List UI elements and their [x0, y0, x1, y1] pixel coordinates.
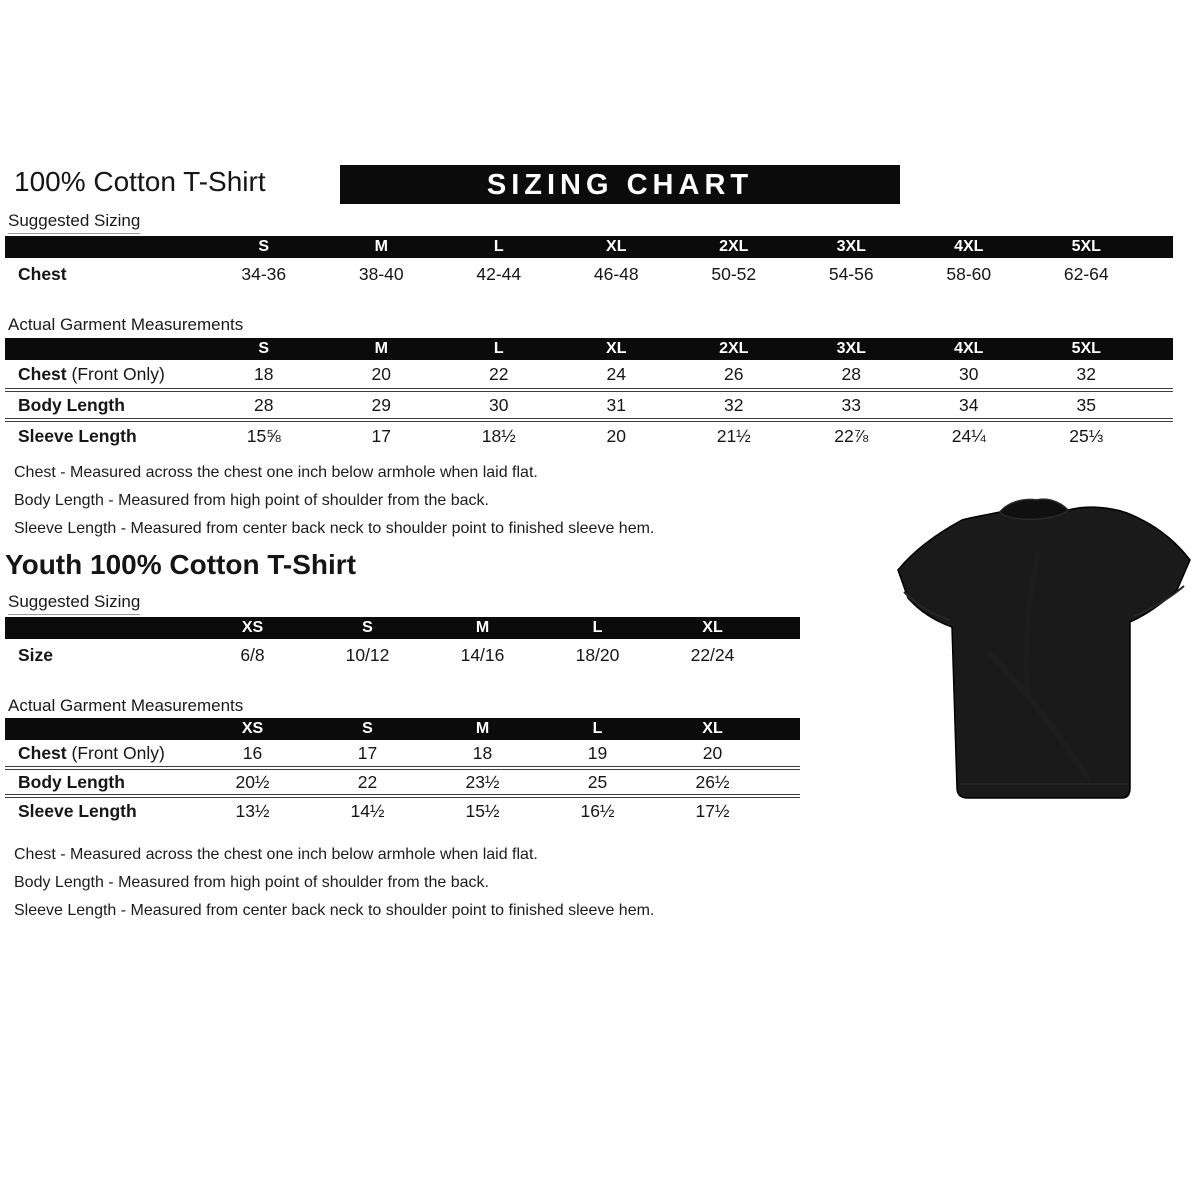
black-tshirt-image: [888, 492, 1200, 812]
header-spacer: [770, 718, 800, 740]
size-value: 26: [724, 363, 744, 384]
size-value: 28: [205, 390, 323, 420]
size-value: 42-44: [476, 264, 522, 284]
size-value: 25⅓: [1028, 420, 1146, 450]
header-spacer: [5, 617, 195, 639]
row-spacer: [1145, 360, 1173, 390]
size-value: 28: [841, 363, 861, 384]
size-value: 22: [310, 768, 425, 796]
adult-chest-row: [5, 258, 1173, 291]
size-value: 25: [540, 768, 655, 796]
size-value: 32: [675, 390, 793, 420]
size-value: 33: [793, 390, 911, 420]
size-value: 62-64: [1063, 264, 1109, 284]
size-value: 31: [558, 390, 676, 420]
col-header: 3XL: [836, 238, 866, 255]
size-value: 50-52: [711, 264, 757, 284]
col-header: S: [258, 340, 270, 357]
size-value: 34-36: [241, 264, 287, 284]
size-value: 54-56: [828, 264, 874, 284]
col-header: XL: [702, 619, 723, 636]
size-value: 15⅝: [205, 420, 323, 450]
col-header: M: [475, 619, 490, 636]
col-header: L: [493, 340, 504, 357]
size-value: 22⅞: [793, 420, 911, 450]
col-header: L: [592, 720, 603, 737]
adult-body-length-row: [5, 390, 1173, 420]
size-value: 30: [440, 390, 558, 420]
size-value: 26½: [655, 768, 770, 796]
adult-actual-measurements-label: Actual Garment Measurements: [8, 315, 244, 334]
col-header: 2XL: [719, 340, 749, 357]
header-spacer: [5, 338, 205, 360]
col-header: 3XL: [836, 340, 866, 357]
youth-actual-measurements-label: Actual Garment Measurements: [8, 696, 244, 715]
youth-suggested-sizing-table: [5, 617, 800, 671]
row-label-suffix: (Front Only): [66, 363, 165, 384]
col-header: S: [258, 238, 270, 255]
row-label: Body Length: [5, 768, 195, 796]
size-value: 34: [910, 390, 1028, 420]
adult-sleeve-length-row: [5, 420, 1173, 450]
size-value: 17: [323, 420, 441, 450]
col-header: 5XL: [1071, 238, 1101, 255]
col-header: L: [493, 238, 504, 255]
row-spacer: [770, 740, 800, 768]
row-label-suffix: (Front Only): [66, 742, 165, 763]
col-header: XL: [702, 720, 723, 737]
row-label: Chest (Front Only): [18, 363, 165, 384]
col-header: XS: [241, 720, 264, 737]
row-spacer: [1145, 390, 1173, 420]
youth-title: Youth 100% Cotton T-Shirt: [5, 549, 357, 580]
youth-chest-front-row: [5, 740, 800, 768]
size-value: 20: [558, 420, 676, 450]
row-label: Body Length: [5, 390, 205, 420]
size-value: 14½: [310, 796, 425, 824]
size-value: 32: [1076, 363, 1096, 384]
note-line: Chest - Measured across the chest one inch below armhole when laid flat.: [14, 846, 538, 863]
header-spacer: [770, 617, 800, 639]
size-value: 20: [371, 363, 391, 384]
size-value: 6/8: [240, 644, 265, 665]
size-value: 21½: [675, 420, 793, 450]
header-spacer: [5, 236, 205, 258]
size-value: 22: [489, 363, 509, 384]
size-value: 17: [357, 742, 378, 763]
col-header: 4XL: [954, 238, 984, 255]
row-label: Size: [18, 644, 54, 665]
size-value: 35: [1028, 390, 1146, 420]
col-header: M: [475, 720, 490, 737]
size-value: 20: [702, 742, 723, 763]
col-header: L: [592, 619, 603, 636]
size-value: 20½: [195, 768, 310, 796]
size-value: 29: [323, 390, 441, 420]
col-header: 2XL: [719, 238, 749, 255]
youth-suggested-sizing-label: Suggested Sizing: [8, 592, 140, 615]
note-line: Chest - Measured across the chest one inch below armhole when laid flat.: [14, 464, 538, 481]
size-value: 24¼: [910, 420, 1028, 450]
note-line: Body Length - Measured from high point of shoulder from the back.: [14, 874, 489, 891]
youth-suggested-header-row: [5, 617, 800, 639]
adult-suggested-sizing-table: [5, 236, 1173, 291]
col-header: XL: [606, 238, 627, 255]
row-spacer: [1145, 420, 1173, 450]
size-value: 38-40: [358, 264, 404, 284]
size-value: 16: [242, 742, 263, 763]
col-header: S: [362, 619, 373, 636]
size-value: 15½: [425, 796, 540, 824]
row-label: Sleeve Length: [5, 796, 195, 824]
size-value: 18: [472, 742, 493, 763]
size-value: 17½: [655, 796, 770, 824]
size-value: 46-48: [593, 264, 639, 284]
tshirt-body-shape: [898, 499, 1190, 798]
header-spacer: [1145, 338, 1173, 360]
note-line: Body Length - Measured from high point of shoulder from the back.: [14, 492, 489, 509]
row-spacer: [770, 768, 800, 796]
row-label: Sleeve Length: [5, 420, 205, 450]
size-value: 14/16: [460, 644, 505, 665]
adult-chest-front-row: [5, 360, 1173, 390]
youth-sleeve-length-row: [5, 796, 800, 824]
youth-size-row: [5, 639, 800, 671]
col-header: XS: [241, 619, 264, 636]
header-spacer: [5, 718, 195, 740]
row-spacer: [770, 796, 800, 824]
size-value: 18½: [440, 420, 558, 450]
adult-suggested-header-row: [5, 236, 1173, 258]
size-value: 24: [606, 363, 626, 384]
size-value: 18: [254, 363, 274, 384]
youth-measurement-notes: [14, 841, 654, 925]
header-spacer: [1145, 236, 1173, 258]
youth-body-length-row: [5, 768, 800, 796]
size-value: 30: [959, 363, 979, 384]
adult-measurement-notes: [14, 459, 654, 543]
youth-actual-measurements-table: [5, 718, 800, 824]
col-header: M: [374, 238, 388, 255]
note-line: Sleeve Length - Measured from center back neck to shoulder point to finished sleeve hem.: [14, 902, 655, 919]
row-spacer: [1145, 258, 1173, 291]
col-header: S: [362, 720, 373, 737]
note-line: Sleeve Length - Measured from center back neck to shoulder point to finished sleeve hem.: [14, 520, 655, 537]
row-spacer: [770, 639, 800, 671]
size-value: 22/24: [690, 644, 735, 665]
size-value: 19: [587, 742, 608, 763]
row-label: Chest (Front Only): [18, 742, 165, 763]
col-header: M: [374, 340, 388, 357]
size-value: 10/12: [345, 644, 390, 665]
adult-actual-measurements-table: [5, 338, 1173, 450]
col-header: XL: [606, 340, 627, 357]
col-header: 5XL: [1071, 340, 1101, 357]
size-value: 23½: [425, 768, 540, 796]
col-header: 4XL: [954, 340, 984, 357]
youth-actual-header-row: [5, 718, 800, 740]
adult-actual-header-row: [5, 338, 1173, 360]
sizing-chart-banner: SIZING CHART: [340, 165, 900, 204]
size-value: 58-60: [946, 264, 992, 284]
size-value: 18/20: [575, 644, 620, 665]
size-value: 16½: [540, 796, 655, 824]
row-label: Chest: [18, 264, 67, 284]
adult-suggested-sizing-label: Suggested Sizing: [8, 211, 140, 234]
size-value: 13½: [195, 796, 310, 824]
adult-title: 100% Cotton T-Shirt: [14, 166, 266, 197]
